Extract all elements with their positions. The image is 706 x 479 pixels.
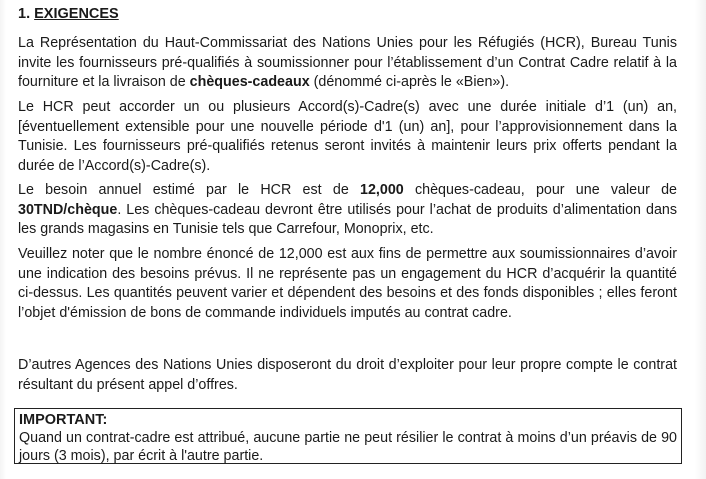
paragraph-invitation-text: La Représentation du Haut-Commissariat des Nations Unies pour les Réfugiés (HCR), Bureau Tunis invite les fournisseurs pré-qualifiés à soumissionner pour l’établissement d’un Contrat Cadre relatif à la fourniture et la livraison de xyxy=(18,35,677,90)
paragraph-annual-need-tail: . Les chèques-cadeau devront être utilisés pour l’achat de produits d’alimentation dans les grands magasins en Tunisie tels que Carrefour, Monoprix, etc. xyxy=(18,201,677,237)
section-number: 1. xyxy=(18,6,31,22)
section-heading xyxy=(18,6,119,22)
paragraph-invitation-bold: chèques-cadeaux xyxy=(189,74,310,90)
annual-quantity: 12,000 xyxy=(360,182,404,198)
paragraph-other-agencies: D’autres Agences des Nations Unies disposeront du droit d’exploiter pour leur propre compte le contrat résultant du présent appel d’offres. xyxy=(18,357,677,393)
important-notice-text: Quand un contrat-cadre est attribué, aucune partie ne peut résilier le contrat à moins d’un préavis de 90 jours (3 mois), par écrit à l'autre partie. xyxy=(19,430,677,464)
paragraph-annual-need-text: Le besoin annuel estimé par le HCR est de xyxy=(18,182,361,198)
section-title: EXIGENCES xyxy=(34,6,119,22)
paragraph-invitation-tail: (dénommé ci-après le «Bien»). xyxy=(309,74,510,90)
paragraph-invitation xyxy=(18,34,677,93)
paragraph-annual-need xyxy=(18,181,677,240)
important-notice-title: IMPORTANT: xyxy=(19,412,108,428)
paragraph-framework-agreement: Le HCR peut accorder un ou plusieurs Accord(s)-Cadre(s) avec une durée initiale d’1 (un) an, [éventuellement extensible pour une nouvelle période d'1 (un) an], pour l’approvisionnement dans la Tunisie. Les fournisseurs pré-qualifiés retenus seront invités à maintenir leurs prix offerts pendant la durée de l’Accord(s)-Cadre(s). xyxy=(18,99,677,174)
unit-value: 30TND/chèque xyxy=(18,201,118,218)
important-notice-box xyxy=(14,408,682,464)
paragraph-quantity-note: Veuillez noter que le nombre énoncé de 12,000 est aux fins de permettre aux soumissionnaires d’avoir une indication des besoins prévus. Il ne représente pas un engagement du HCR d’acquérir la quantité ci-dessus. Les quantités peuvent varier et dépendent des besoins et des fonds disponibles ; elles feront l’objet d'émission de bons de commande individuels imputés au contrat cadre. xyxy=(18,246,677,321)
paragraph-annual-need-mid: chèques-cadeau, pour une valeur de xyxy=(403,182,677,198)
